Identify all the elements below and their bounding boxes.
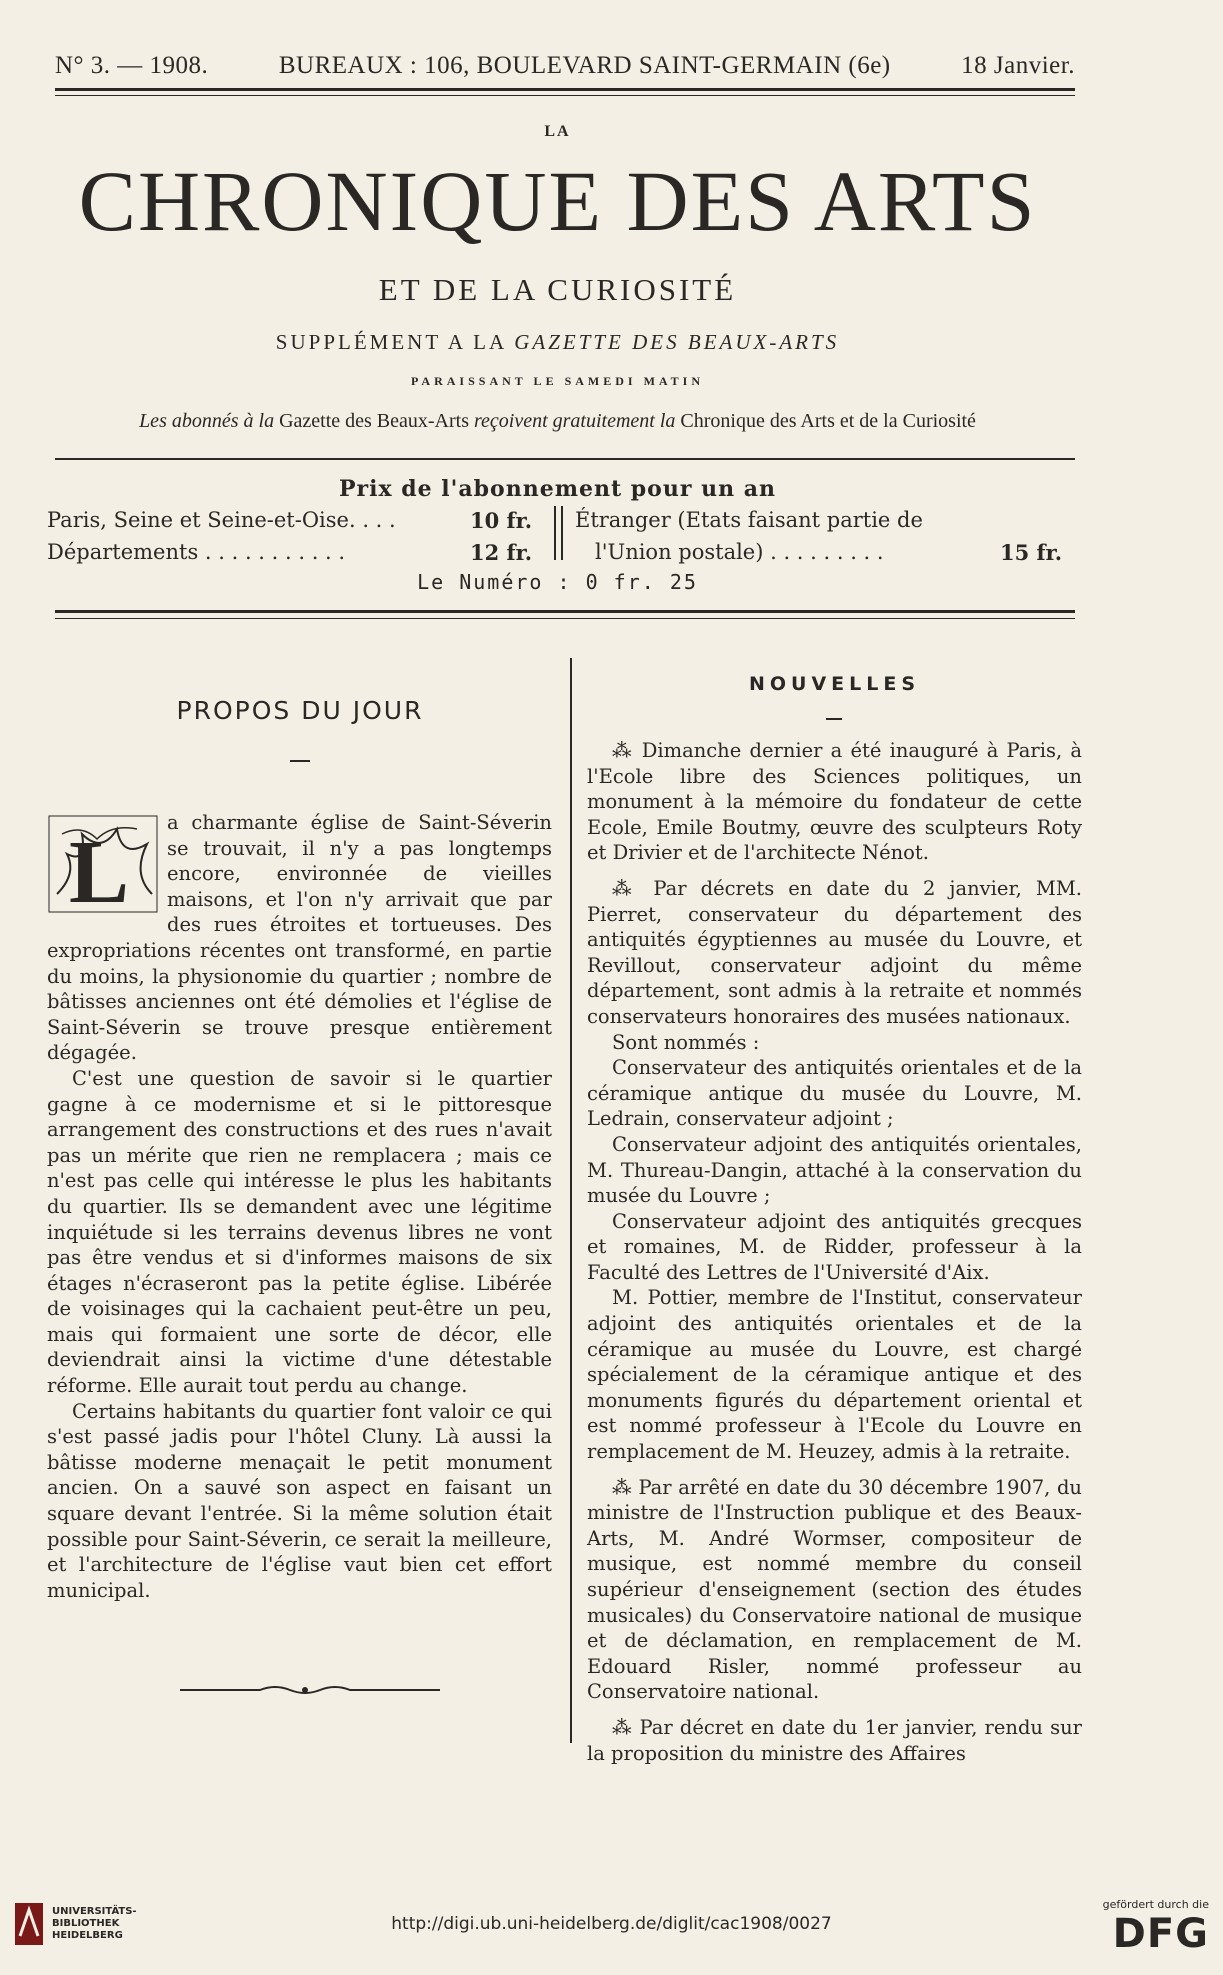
propos-p2: C'est une question de savoir si le quartier gagne à ce modernisme et si le pittoresque arrangement des constructions et des rues n'avait pas un mérite que rien ne remplacera ; mais ce n'est pas celle qui intéresse le plus les habitants du quartier. Ils se demandent avec une légitime inquiétude si les terrains devenus libres ne vont pas être vendus et si d'informes maisons de six étages n'écraseront pas la petite église. Libérée de voisinages qui la cachaient peut-être un peu, mais qui formaient une sorte de décor, elle deviendrait ainsi la victime d'une détestable réforme. Elle aurait tout perdu au change. xyxy=(47,1066,552,1398)
prix-divider-1 xyxy=(554,506,556,560)
university-line-2: BIBLIOTHEK xyxy=(52,1918,120,1929)
top-line xyxy=(55,52,1075,80)
header-rule xyxy=(55,88,1075,91)
nouvelles-p3: Sont nommés : xyxy=(612,1030,760,1054)
university-line-3: HEIDELBERG xyxy=(52,1930,123,1941)
masthead-subtitle: ET DE LA CURIOSITÉ xyxy=(378,272,737,307)
prix-divider-2 xyxy=(561,506,563,560)
nouvelles-p4: Conservateur des antiquités orientales et de la céramique antique du musée du Louvre, M. Ledrain, conservateur adjoint ; xyxy=(587,1056,1082,1131)
abonnes-1: Les abonnés à la xyxy=(139,410,275,432)
dfg-caption: gefördert durch die xyxy=(1102,1898,1209,1911)
nouvelles-p2: ⁂ Par décrets en date du 2 janvier, MM. Pierret, conservateur du département des antiquités égyptiennes au musée du Louvre, et Revillout, conservateur adjoint du même département, sont admis à la retraite et nommés conservateurs honoraires des musées nationaux. xyxy=(587,876,1082,1028)
digitization-footer xyxy=(0,1890,1223,1975)
source-url[interactable]: http://digi.ub.uni-heidelberg.de/diglit/cac1908/0027 xyxy=(391,1914,832,1934)
prix-paris-label: Paris, Seine et Seine-et-Oise. . . . xyxy=(47,508,396,532)
dfg-logo xyxy=(1103,1898,1209,1957)
header-rule-thin xyxy=(55,95,1075,96)
prix-title: Prix de l'abonnement pour un an xyxy=(339,476,776,502)
propos-p1: a charmante église de Saint-Séverin se trouvait, il n'y a pas longtemps encore, environnée de vieilles maisons, et l'on n'y arrivait que par des rues étroites et tortueuses. Des expropriations récentes ont transformé, en partie du moins, la physionomie du quartier ; nombre de bâtisses anciennes ont été démolies et l'église de Saint-Séverin se trouve presque entièrement dégagée. xyxy=(47,811,552,1065)
propos-column xyxy=(47,810,552,1603)
propos-p3: Certains habitants du quartier font valoir ce qui s'est passé jadis pour l'hôtel Cluny. Là aussi la bâtisse moderne menaçait le petit monument ancien. On a sauvé son aspect en faisant un square devant l'entrée. Si la même solution était possible pour Saint-Séverin, ce serait la meilleure, et l'architecture de l'église vaut bien cet effort municipal. xyxy=(47,1399,552,1602)
prix-rule-top xyxy=(55,458,1075,460)
dfg-wordmark: DFG xyxy=(1112,1911,1209,1957)
supplement-prefix: SUPPLÉMENT A LA xyxy=(275,330,506,354)
propos-dash xyxy=(290,760,310,762)
nouvelles-p5: Conservateur adjoint des antiquités orientales, M. Thureau-Dangin, attaché à la conservation du musée du Louvre ; xyxy=(587,1132,1082,1208)
abonnes-4: Chronique des Arts et de la Curiosité xyxy=(680,410,976,432)
prix-etranger-1: Étranger (Etats faisant partie de xyxy=(575,508,923,532)
prix-numero: Le Numéro : 0 fr. 25 xyxy=(417,570,698,594)
nouvelles-p6: Conservateur adjoint des antiquités grecques et romaines, M. de Ridder, professeur à la Faculté des Lettres de l'Université d'Aix. xyxy=(587,1209,1082,1284)
prix-dept-price: 12 fr. xyxy=(470,540,533,565)
supplement-line xyxy=(40,330,1075,355)
prix-etranger-price: 15 fr. xyxy=(1000,540,1063,565)
nouvelles-title: NOUVELLES xyxy=(748,673,921,695)
nouvelles-dash xyxy=(826,718,842,720)
column-divider xyxy=(570,658,572,1743)
issue-number: N° 3. — 1908. xyxy=(55,52,209,79)
prix-rule-bottom-thin xyxy=(55,618,1075,619)
nouvelles-p7: M. Pottier, membre de l'Institut, conservateur adjoint des antiquités orientales et de la céramique au musée du Louvre, est chargé spécialement de la céramique antique et des monuments figurés du département oriental et est nommé professeur à l'Ecole du Louvre en remplacement de M. Heuzey, admis à la retraite. xyxy=(587,1286,1082,1464)
prix-rule-bottom xyxy=(55,610,1075,613)
masthead-la: LA xyxy=(544,123,571,140)
nouvelles-p1: ⁂ Dimanche dernier a été inauguré à Paris, à l'Ecole libre des Sciences politiques, un monument à la mémoire du fondateur de cette Ecole, Emile Boutmy, œuvre des sculpteurs Roty et Drivier et de l'architecte Nénot. xyxy=(587,739,1082,865)
end-ornament xyxy=(180,1682,440,1698)
masthead-title: CHRONIQUE DES ARTS xyxy=(78,153,1037,249)
prix-dept-label: Départements . . . . . . . . . . . xyxy=(47,540,346,564)
abonnes-line xyxy=(40,410,1075,433)
nouvelles-p9: ⁂ Par décret en date du 1er janvier, rendu sur la proposition du ministre des Affaires xyxy=(587,1715,1082,1765)
svg-text:L: L xyxy=(69,823,130,914)
supplement-gazette: GAZETTE DES BEAUX-ARTS xyxy=(514,330,840,354)
prix-etranger-2: l'Union postale) . . . . . . . . . xyxy=(595,540,884,564)
parution-line: PARAISSANT LE SAMEDI MATIN xyxy=(410,374,705,388)
prix-paris-price: 10 fr. xyxy=(470,508,533,533)
propos-title: PROPOS DU JOUR xyxy=(176,696,424,725)
university-line-1: UNIVERSITÄTS- xyxy=(52,1906,137,1917)
abonnes-3: reçoivent gratuitement la xyxy=(473,410,676,432)
bureaux-address: BUREAUX : 106, BOULEVARD SAINT-GERMAIN (6e) xyxy=(278,52,891,79)
abonnes-2: Gazette des Beaux-Arts xyxy=(279,410,469,432)
dropcap-l-ornament xyxy=(47,814,159,914)
nouvelles-p8: ⁂ Par arrêté en date du 30 décembre 1907, du ministre de l'Instruction publique et des Beaux-Arts, M. André Wormser, compositeur de musique, est nommé membre du conseil supérieur d'enseignement (section des études musicales) du Conservatoire national de musique et de déclamation, en remplacement de M. Edouard Risler, nommé professeur au Conservatoire national. xyxy=(587,1475,1082,1704)
nouvelles-column xyxy=(587,738,1082,1766)
issue-date: 18 Janvier. xyxy=(961,52,1075,79)
